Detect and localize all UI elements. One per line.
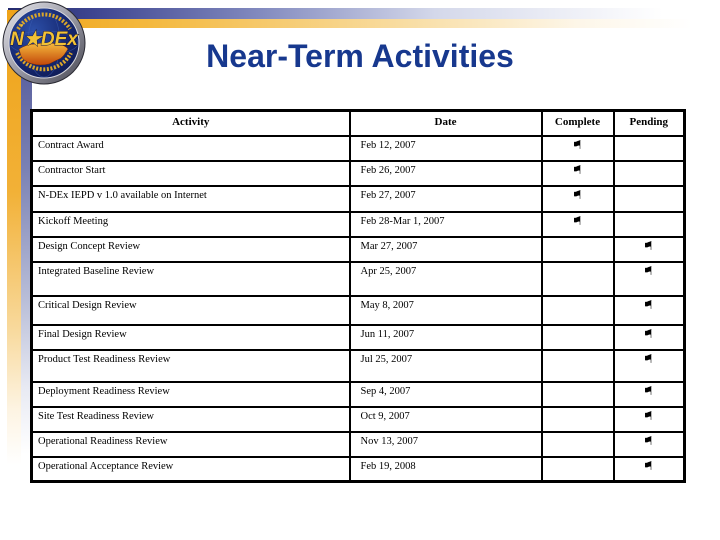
date-cell: Feb 27, 2007 <box>350 186 542 212</box>
date-cell: Feb 19, 2008 <box>350 457 542 482</box>
pending-cell <box>614 350 685 382</box>
date-cell: Feb 28-Mar 1, 2007 <box>350 212 542 237</box>
pending-cell <box>614 296 685 325</box>
activity-cell: Final Design Review <box>32 325 350 350</box>
table-row <box>32 350 685 382</box>
table-row <box>32 325 685 350</box>
top-blue-bar <box>8 8 720 19</box>
date-cell: May 8, 2007 <box>350 296 542 325</box>
table-row <box>32 382 685 407</box>
top-gold-bar <box>8 19 720 28</box>
date-cell: Nov 13, 2007 <box>350 432 542 457</box>
pending-flag-icon: ⚑ <box>643 238 655 253</box>
table-row <box>32 457 685 482</box>
complete-cell <box>542 457 614 482</box>
col-header-activity: Activity <box>32 111 350 136</box>
complete-cell <box>542 432 614 457</box>
date-cell: Feb 26, 2007 <box>350 161 542 186</box>
activities-table-body <box>32 136 685 482</box>
complete-cell <box>542 161 614 186</box>
activity-cell: Product Test Readiness Review <box>32 350 350 382</box>
table-row <box>32 136 685 161</box>
complete-flag-icon: ⚑ <box>572 162 583 177</box>
complete-cell <box>542 237 614 262</box>
date-cell: Mar 27, 2007 <box>350 237 542 262</box>
pending-cell <box>614 262 685 296</box>
pending-flag-icon: ⚑ <box>643 326 655 341</box>
pending-cell <box>614 186 685 212</box>
col-header-date: Date <box>350 111 542 136</box>
logo-star <box>21 24 23 26</box>
pending-cell <box>614 212 685 237</box>
date-cell: Apr 25, 2007 <box>350 262 542 296</box>
activity-cell: Design Concept Review <box>32 237 350 262</box>
pending-flag-icon: ⚑ <box>643 458 655 473</box>
pending-flag-icon: ⚑ <box>643 351 655 366</box>
pending-flag-icon: ⚑ <box>643 297 655 312</box>
pending-cell <box>614 382 685 407</box>
pending-flag-icon: ⚑ <box>643 263 655 278</box>
pending-cell <box>614 136 685 161</box>
activity-cell: N-DEx IEPD v 1.0 available on Internet <box>32 186 350 212</box>
pending-cell <box>614 432 685 457</box>
table-row <box>32 212 685 237</box>
complete-cell <box>542 186 614 212</box>
table-row <box>32 296 685 325</box>
slide-title: Near-Term Activities <box>206 38 514 74</box>
activity-cell: Contract Award <box>32 136 350 161</box>
complete-cell <box>542 212 614 237</box>
activity-cell: Kickoff Meeting <box>32 212 350 237</box>
date-cell: Jul 25, 2007 <box>350 350 542 382</box>
date-cell: Feb 12, 2007 <box>350 136 542 161</box>
table-row <box>32 161 685 186</box>
pending-cell <box>614 457 685 482</box>
complete-flag-icon: ⚑ <box>572 187 583 202</box>
activity-cell: Site Test Readiness Review <box>32 407 350 432</box>
complete-cell <box>542 350 614 382</box>
table-row <box>32 186 685 212</box>
col-header-complete: Complete <box>542 111 614 136</box>
complete-cell <box>542 382 614 407</box>
date-cell: Jun 11, 2007 <box>350 325 542 350</box>
pending-flag-icon: ⚑ <box>643 433 655 448</box>
table-row <box>32 407 685 432</box>
date-cell: Sep 4, 2007 <box>350 382 542 407</box>
table-row <box>32 237 685 262</box>
complete-cell <box>542 262 614 296</box>
pending-cell <box>614 407 685 432</box>
activity-cell: Contractor Start <box>32 161 350 186</box>
header-row <box>32 111 685 136</box>
logo-text: N★DEx <box>10 29 78 50</box>
table-row <box>32 262 685 296</box>
activity-cell: Integrated Baseline Review <box>32 262 350 296</box>
table-header <box>32 111 685 136</box>
complete-cell <box>542 325 614 350</box>
date-cell: Oct 9, 2007 <box>350 407 542 432</box>
table-row <box>32 432 685 457</box>
pending-cell <box>614 325 685 350</box>
activity-cell: Operational Acceptance Review <box>32 457 350 482</box>
activities-table <box>30 109 686 483</box>
activity-cell: Deployment Readiness Review <box>32 382 350 407</box>
complete-cell <box>542 407 614 432</box>
activity-cell: Critical Design Review <box>32 296 350 325</box>
pending-cell <box>614 161 685 186</box>
activity-cell: Operational Readiness Review <box>32 432 350 457</box>
complete-cell <box>542 136 614 161</box>
col-header-pending: Pending <box>614 111 685 136</box>
complete-flag-icon: ⚑ <box>572 137 583 152</box>
complete-flag-icon: ⚑ <box>572 213 583 228</box>
pending-cell <box>614 237 685 262</box>
pending-flag-icon: ⚑ <box>643 383 655 398</box>
pending-flag-icon: ⚑ <box>643 408 655 423</box>
complete-cell <box>542 296 614 325</box>
